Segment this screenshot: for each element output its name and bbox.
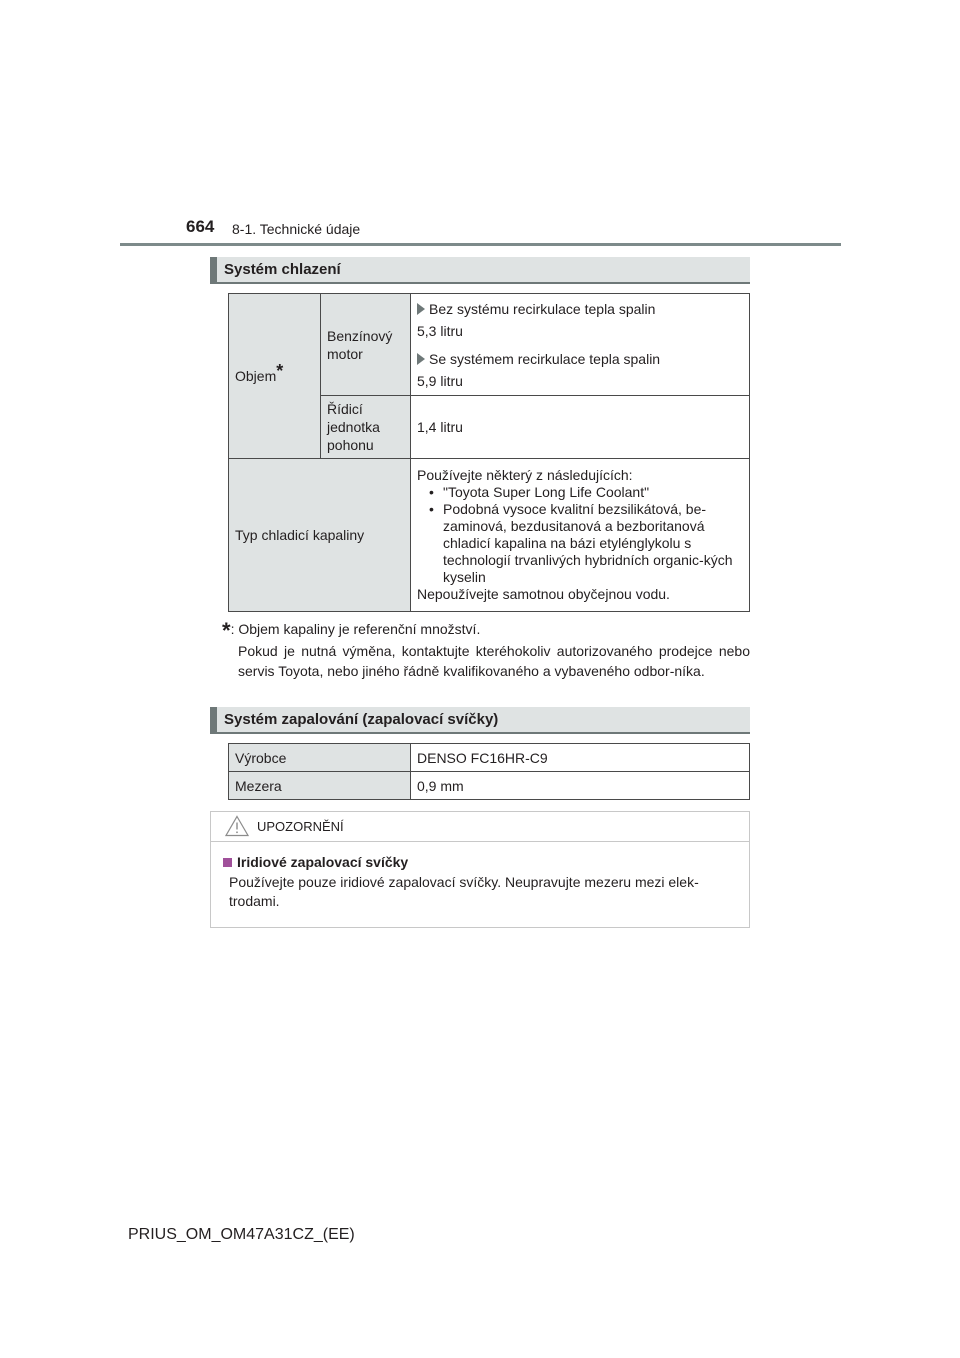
coolant-label-cell bbox=[229, 459, 411, 612]
footnote-star: * bbox=[276, 361, 284, 381]
caution-header bbox=[211, 812, 749, 842]
footnote-mark: * bbox=[222, 618, 231, 643]
caution-subtitle: Iridiové zapalovací svíčky bbox=[237, 854, 409, 870]
ignition-value-cell: 0,9 mm bbox=[411, 772, 750, 800]
ignition-table bbox=[228, 743, 750, 800]
page-number: 664 bbox=[186, 217, 215, 236]
caution-body: Používejte pouze iridiové zapalovací svíčky. Neupravujte mezeru mezi elek-trodami. bbox=[229, 874, 699, 909]
table-row bbox=[229, 459, 750, 612]
ignition-label-cell: Mezera bbox=[229, 772, 411, 800]
ignition-label-cell: Výrobce bbox=[229, 744, 411, 772]
cooling-heading-title: Systém chlazení bbox=[224, 261, 341, 278]
ignition-section-heading bbox=[210, 707, 750, 734]
pcu-value: 1,4 litru bbox=[417, 419, 463, 435]
cooling-section-heading bbox=[210, 257, 750, 284]
table-row bbox=[229, 772, 750, 800]
coolant-note: Nepoužívejte samotnou obyčejnou vodu. bbox=[417, 586, 670, 602]
footnote-text: Pokud je nutná výměna, kontaktujte kteréhokoliv autorizovaného prodejce nebo servis Toyota, nebo jiného řádně kvalifikovaného a vybaveného odbor-níka. bbox=[238, 643, 750, 679]
ignition-value-cell: DENSO FC16HR-C9 bbox=[411, 744, 750, 772]
square-bullet-icon bbox=[223, 858, 232, 867]
option2-value: 5,9 litru bbox=[417, 372, 463, 389]
option2-label: Se systémem recirkulace tepla spalin bbox=[429, 350, 661, 367]
table-row bbox=[229, 744, 750, 772]
engine-label: Benzínový motor bbox=[327, 327, 393, 362]
coolant-label: Typ chladicí kapaliny bbox=[235, 527, 365, 543]
coolant-item: • Podobná vysoce kvalitní bezsilikátová, be-zaminová, bezdusitanová a bezboritanová chladicí kapalina na bázi etylénglykolu s technologií trvanlivých hybridních organic-kých kyselin bbox=[417, 501, 743, 586]
coolant-item: • "Toyota Super Long Life Coolant" bbox=[417, 484, 743, 501]
volume-label: Objem bbox=[235, 368, 277, 384]
pcu-label: Řídicí jednotka pohonu bbox=[327, 401, 380, 453]
heading-bar bbox=[210, 707, 217, 732]
option1-label: Bez systému recirkulace tepla spalin bbox=[429, 300, 656, 317]
footnote-line1: : Objem kapaliny je referenční množství. bbox=[230, 621, 481, 637]
option1-value: 5,3 litru bbox=[417, 322, 463, 339]
document-code: PRIUS_OM_OM47A31CZ_(EE) bbox=[128, 1226, 355, 1243]
ignition-heading-title: Systém zapalování (zapalovací svíčky) bbox=[224, 711, 499, 728]
cooling-table bbox=[228, 293, 750, 612]
volume-label-cell bbox=[229, 294, 321, 459]
header-rule bbox=[120, 243, 841, 246]
table-row bbox=[229, 294, 750, 396]
option1-row bbox=[417, 300, 743, 318]
chapter-title: 8-1. Technické údaje bbox=[232, 221, 361, 237]
coolant-value-cell bbox=[411, 459, 750, 612]
pcu-label-cell bbox=[321, 396, 411, 459]
option2-row bbox=[417, 350, 743, 368]
caution-box bbox=[210, 811, 750, 928]
caution-title: UPOZORNĚNÍ bbox=[257, 819, 344, 834]
caution-subtitle-row bbox=[223, 854, 408, 870]
pcu-value-cell bbox=[411, 396, 750, 459]
warning-triangle-icon bbox=[225, 815, 249, 837]
coolant-intro: Používejte některý z následujících: bbox=[417, 467, 633, 483]
heading-bar bbox=[210, 257, 217, 282]
footnote bbox=[222, 619, 750, 681]
triangle-bullet-icon bbox=[417, 353, 425, 365]
engine-label-cell bbox=[321, 294, 411, 396]
engine-value-cell bbox=[411, 294, 750, 396]
triangle-bullet-icon bbox=[417, 303, 425, 315]
